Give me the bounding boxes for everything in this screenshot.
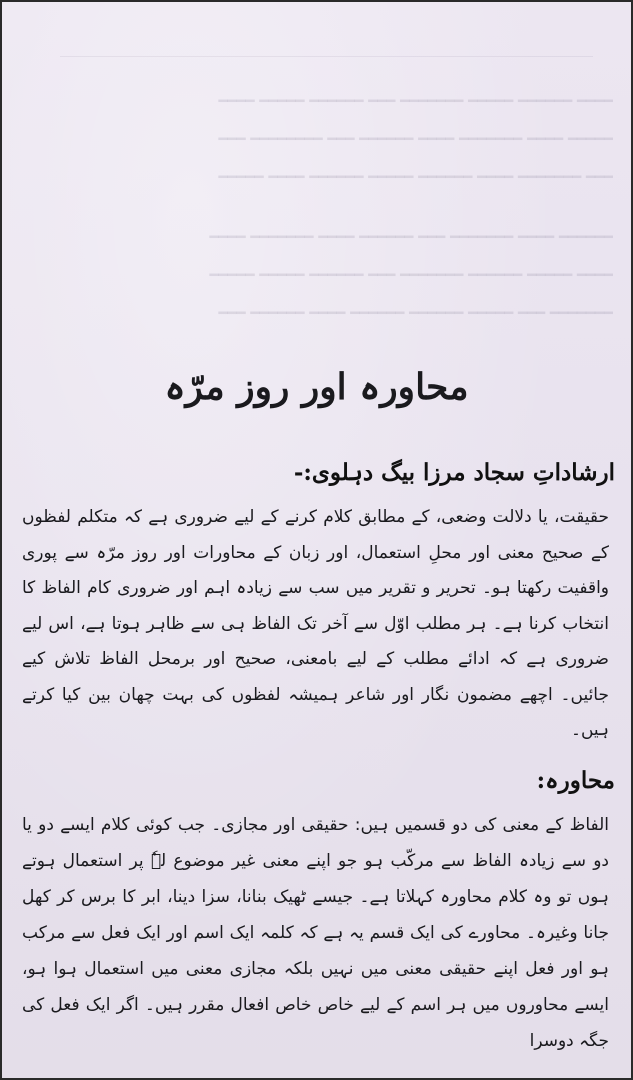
page-title: محاورہ اور روز مرّہ — [164, 366, 469, 409]
section-paragraph-irshadat: حقیقت، یا دلالت وضعی، کے مطابق کلام کرنے کے لیے ضروری ہے کہ متکلم لفظوں کے صحیح معنی اور محلِ استعمال، اور زبان کے محاورات اور روز مرّہ سے پوری واقفیت رکھتا ہو۔ تحریر و تقریر میں سب سے زیادہ اہم اور ضروری کام الفاظ کا انتخاب کرنا ہے۔ ہر مطلب اوّل سے آخر تک الفاظ ہی سے ظاہر ہوتا ہے، اس لیے ضروری ہے کہ ادائے مطلب کے لیے بامعنی، صحیح اور برمحل الفاظ تلاش کیے جائیں۔ اچھے مضمون نگار اور شاعر ہمیشہ لفظوں کی بہت چھان بین کیا کرتے ہیں۔ — [22, 507, 609, 740]
header-rule-bleed-through — [60, 44, 593, 57]
bleed-through-line: ━━━━━ ━━━━ ━━━━━━━ ━━━━ ━━━━━━ ━━━ ━━━━━━━━ ━━━ — [218, 130, 613, 148]
section-paragraph-muhawara: الفاظ کے معنی کی دو قسمیں ہیں: حقیقی اور مجازی۔ جب کوئی کلام ایسے دو یا دو سے زیادہ الفاظ سے مرکّب ہو جو اپنے معنی غیر موضوع لہٗ پر استعمال ہوتے ہوں تو وہ کلام محاورہ کہلاتا ہے۔ جیسے ٹھیک بنانا، سزا دینا، ابر کا برس کر کھل جانا وغیرہ۔ محاورے کی ایک قسم یہ ہے کہ کلمہ ایک اسم اور ایک فعل سے مرکب ہو اور فعل اپنے حقیقی معنی میں نہیں بلکہ مجازی معنی میں استعمال ہوا ہو، ایسے محاوروں میں ہر اسم کے لیے خاص خاص افعال مقرر ہیں۔ اگر ایک فعل کی جگہ دوسرا — [22, 814, 609, 1051]
page-body — [22, 450, 615, 1059]
bleed-through-line: ━━━━ ━━━━━━ ━━━━━ ━━━━━━━ ━━━ ━━━━━━ ━━━━━ ━━━━ — [218, 92, 613, 110]
bleed-through-line: ━━━ ━━━━━━━ ━━━━ ━━━━━━ ━━━━━ ━━━━━━ ━━━━ ━━━━━ — [218, 168, 613, 186]
section-heading-muhawara: محاورہ: — [536, 766, 615, 794]
bleed-through-line: ━━━━━━ ━━━━ ━━━━━━━ ━━━ ━━━━━━ ━━━━ ━━━━━━━ ━━━━ — [209, 228, 613, 246]
bleed-through-line: ━━━━━━━ ━━━ ━━━━━ ━━━━━━ ━━━━━━ ━━━━ ━━━━━━ ━━━ — [218, 304, 613, 322]
bleed-through-line: ━━━━ ━━━━━ ━━━━━━ ━━━━━━━ ━━━ ━━━━━━ ━━━━━ ━━━━━ — [209, 266, 613, 284]
section-heading-irshadat: ارشاداتِ سجاد مرزا بیگ دہلوی:- — [293, 459, 615, 486]
